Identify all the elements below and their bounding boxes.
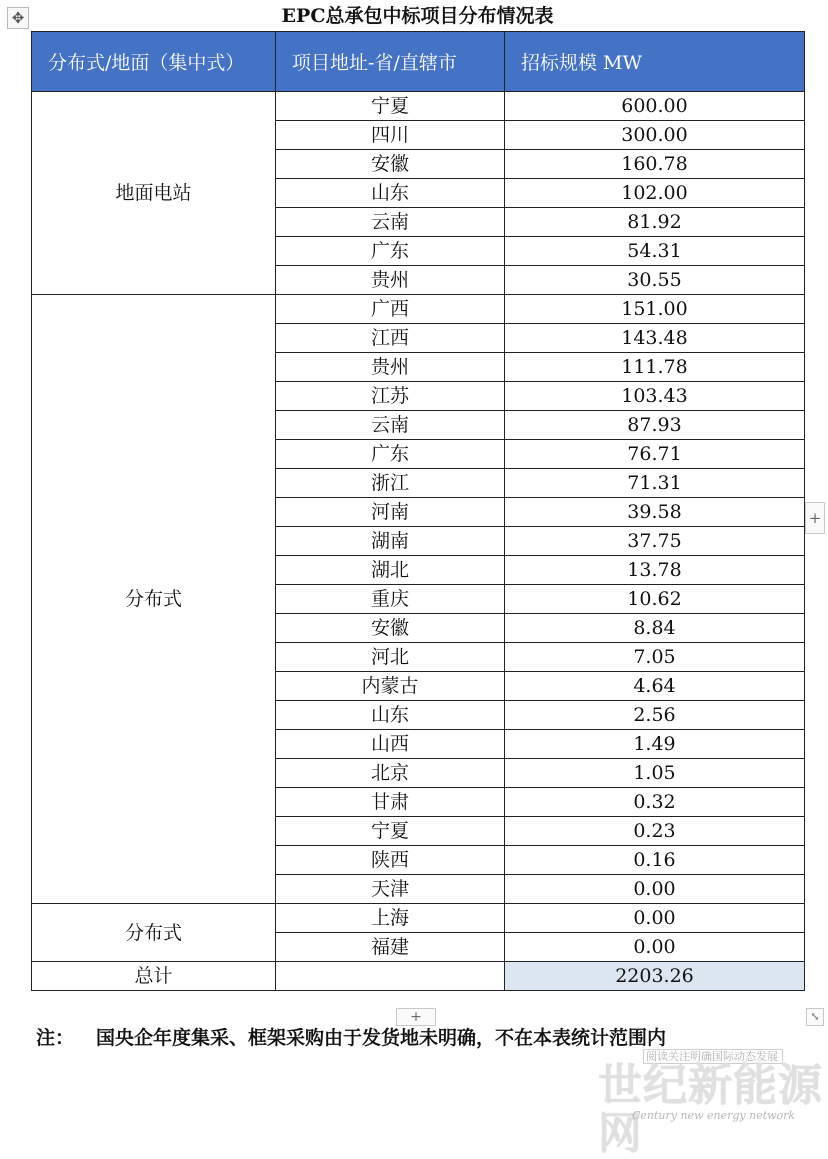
scale-cell: 300.00 xyxy=(505,121,805,150)
province-cell: 浙江 xyxy=(276,469,505,498)
province-cell: 北京 xyxy=(276,759,505,788)
province-cell: 云南 xyxy=(276,208,505,237)
scale-cell: 76.71 xyxy=(505,440,805,469)
table-row xyxy=(32,92,805,121)
province-cell: 江西 xyxy=(276,324,505,353)
table-row xyxy=(32,295,805,324)
scale-cell: 54.31 xyxy=(505,237,805,266)
table-resize-icon[interactable]: ⤡ xyxy=(806,1008,824,1026)
scale-cell: 71.31 xyxy=(505,469,805,498)
scale-cell: 1.49 xyxy=(505,730,805,759)
scale-cell: 37.75 xyxy=(505,527,805,556)
scale-cell: 0.00 xyxy=(505,904,805,933)
epc-distribution-table xyxy=(31,31,805,991)
add-row-button[interactable]: + xyxy=(396,1008,436,1026)
table-title: EPC总承包中标项目分布情况表 xyxy=(281,5,554,27)
add-column-button[interactable]: + xyxy=(805,502,825,534)
watermark-caption: 阅读关注明确国际动态发展 xyxy=(643,1049,783,1064)
scale-cell: 143.48 xyxy=(505,324,805,353)
category-cell: 分布式 xyxy=(32,904,276,962)
scale-cell: 160.78 xyxy=(505,150,805,179)
watermark-logo: 世纪新能源网 xyxy=(598,1060,823,1159)
province-cell: 安徽 xyxy=(276,614,505,643)
total-row xyxy=(32,962,805,991)
scale-cell: 7.05 xyxy=(505,643,805,672)
province-cell: 天津 xyxy=(276,875,505,904)
province-cell: 山东 xyxy=(276,179,505,208)
province-cell: 重庆 xyxy=(276,585,505,614)
province-cell: 四川 xyxy=(276,121,505,150)
scale-cell: 0.16 xyxy=(505,846,805,875)
table-move-handle-icon[interactable]: ✥ xyxy=(7,7,29,29)
province-cell: 广西 xyxy=(276,295,505,324)
province-cell: 贵州 xyxy=(276,353,505,382)
scale-cell: 0.32 xyxy=(505,788,805,817)
province-cell: 山西 xyxy=(276,730,505,759)
province-cell: 江苏 xyxy=(276,382,505,411)
footnote xyxy=(36,1023,666,1050)
total-label: 总计 xyxy=(32,962,276,991)
scale-cell: 81.92 xyxy=(505,208,805,237)
footnote-label: 注： xyxy=(36,1027,75,1049)
province-cell: 河南 xyxy=(276,498,505,527)
province-cell: 云南 xyxy=(276,411,505,440)
scale-cell: 1.05 xyxy=(505,759,805,788)
province-cell: 山东 xyxy=(276,701,505,730)
scale-cell: 39.58 xyxy=(505,498,805,527)
scale-cell: 87.93 xyxy=(505,411,805,440)
scale-cell: 151.00 xyxy=(505,295,805,324)
scale-cell: 4.64 xyxy=(505,672,805,701)
scale-cell: 0.00 xyxy=(505,933,805,962)
header-row xyxy=(32,32,805,92)
footnote-text: 国央企年度集采、框架采购由于发货地未明确，不在本表统计范围内 xyxy=(96,1027,667,1049)
province-cell: 湖北 xyxy=(276,556,505,585)
scale-cell: 103.43 xyxy=(505,382,805,411)
scale-cell: 102.00 xyxy=(505,179,805,208)
table-row xyxy=(32,904,805,933)
scale-cell: 111.78 xyxy=(505,353,805,382)
category-cell: 分布式 xyxy=(32,295,276,904)
province-cell: 内蒙古 xyxy=(276,672,505,701)
table-body xyxy=(32,92,805,991)
province-cell: 广东 xyxy=(276,440,505,469)
category-cell: 地面电站 xyxy=(32,92,276,295)
header-scale: 招标规模 MW xyxy=(505,32,805,92)
scale-cell: 8.84 xyxy=(505,614,805,643)
province-cell: 上海 xyxy=(276,904,505,933)
scale-cell: 10.62 xyxy=(505,585,805,614)
province-cell: 湖南 xyxy=(276,527,505,556)
total-province xyxy=(276,962,505,991)
scale-cell: 13.78 xyxy=(505,556,805,585)
province-cell: 广东 xyxy=(276,237,505,266)
province-cell: 宁夏 xyxy=(276,92,505,121)
province-cell: 甘肃 xyxy=(276,788,505,817)
scale-cell: 2.56 xyxy=(505,701,805,730)
province-cell: 贵州 xyxy=(276,266,505,295)
scale-cell: 600.00 xyxy=(505,92,805,121)
watermark-english: Century new energy network xyxy=(632,1109,796,1122)
header-category: 分布式/地面（集中式） xyxy=(32,32,276,92)
province-cell: 安徽 xyxy=(276,150,505,179)
scale-cell: 0.23 xyxy=(505,817,805,846)
total-value: 2203.26 xyxy=(505,962,805,991)
province-cell: 陕西 xyxy=(276,846,505,875)
province-cell: 宁夏 xyxy=(276,817,505,846)
province-cell: 河北 xyxy=(276,643,505,672)
province-cell: 福建 xyxy=(276,933,505,962)
scale-cell: 30.55 xyxy=(505,266,805,295)
header-province: 项目地址-省/直辖市 xyxy=(276,32,505,92)
scale-cell: 0.00 xyxy=(505,875,805,904)
